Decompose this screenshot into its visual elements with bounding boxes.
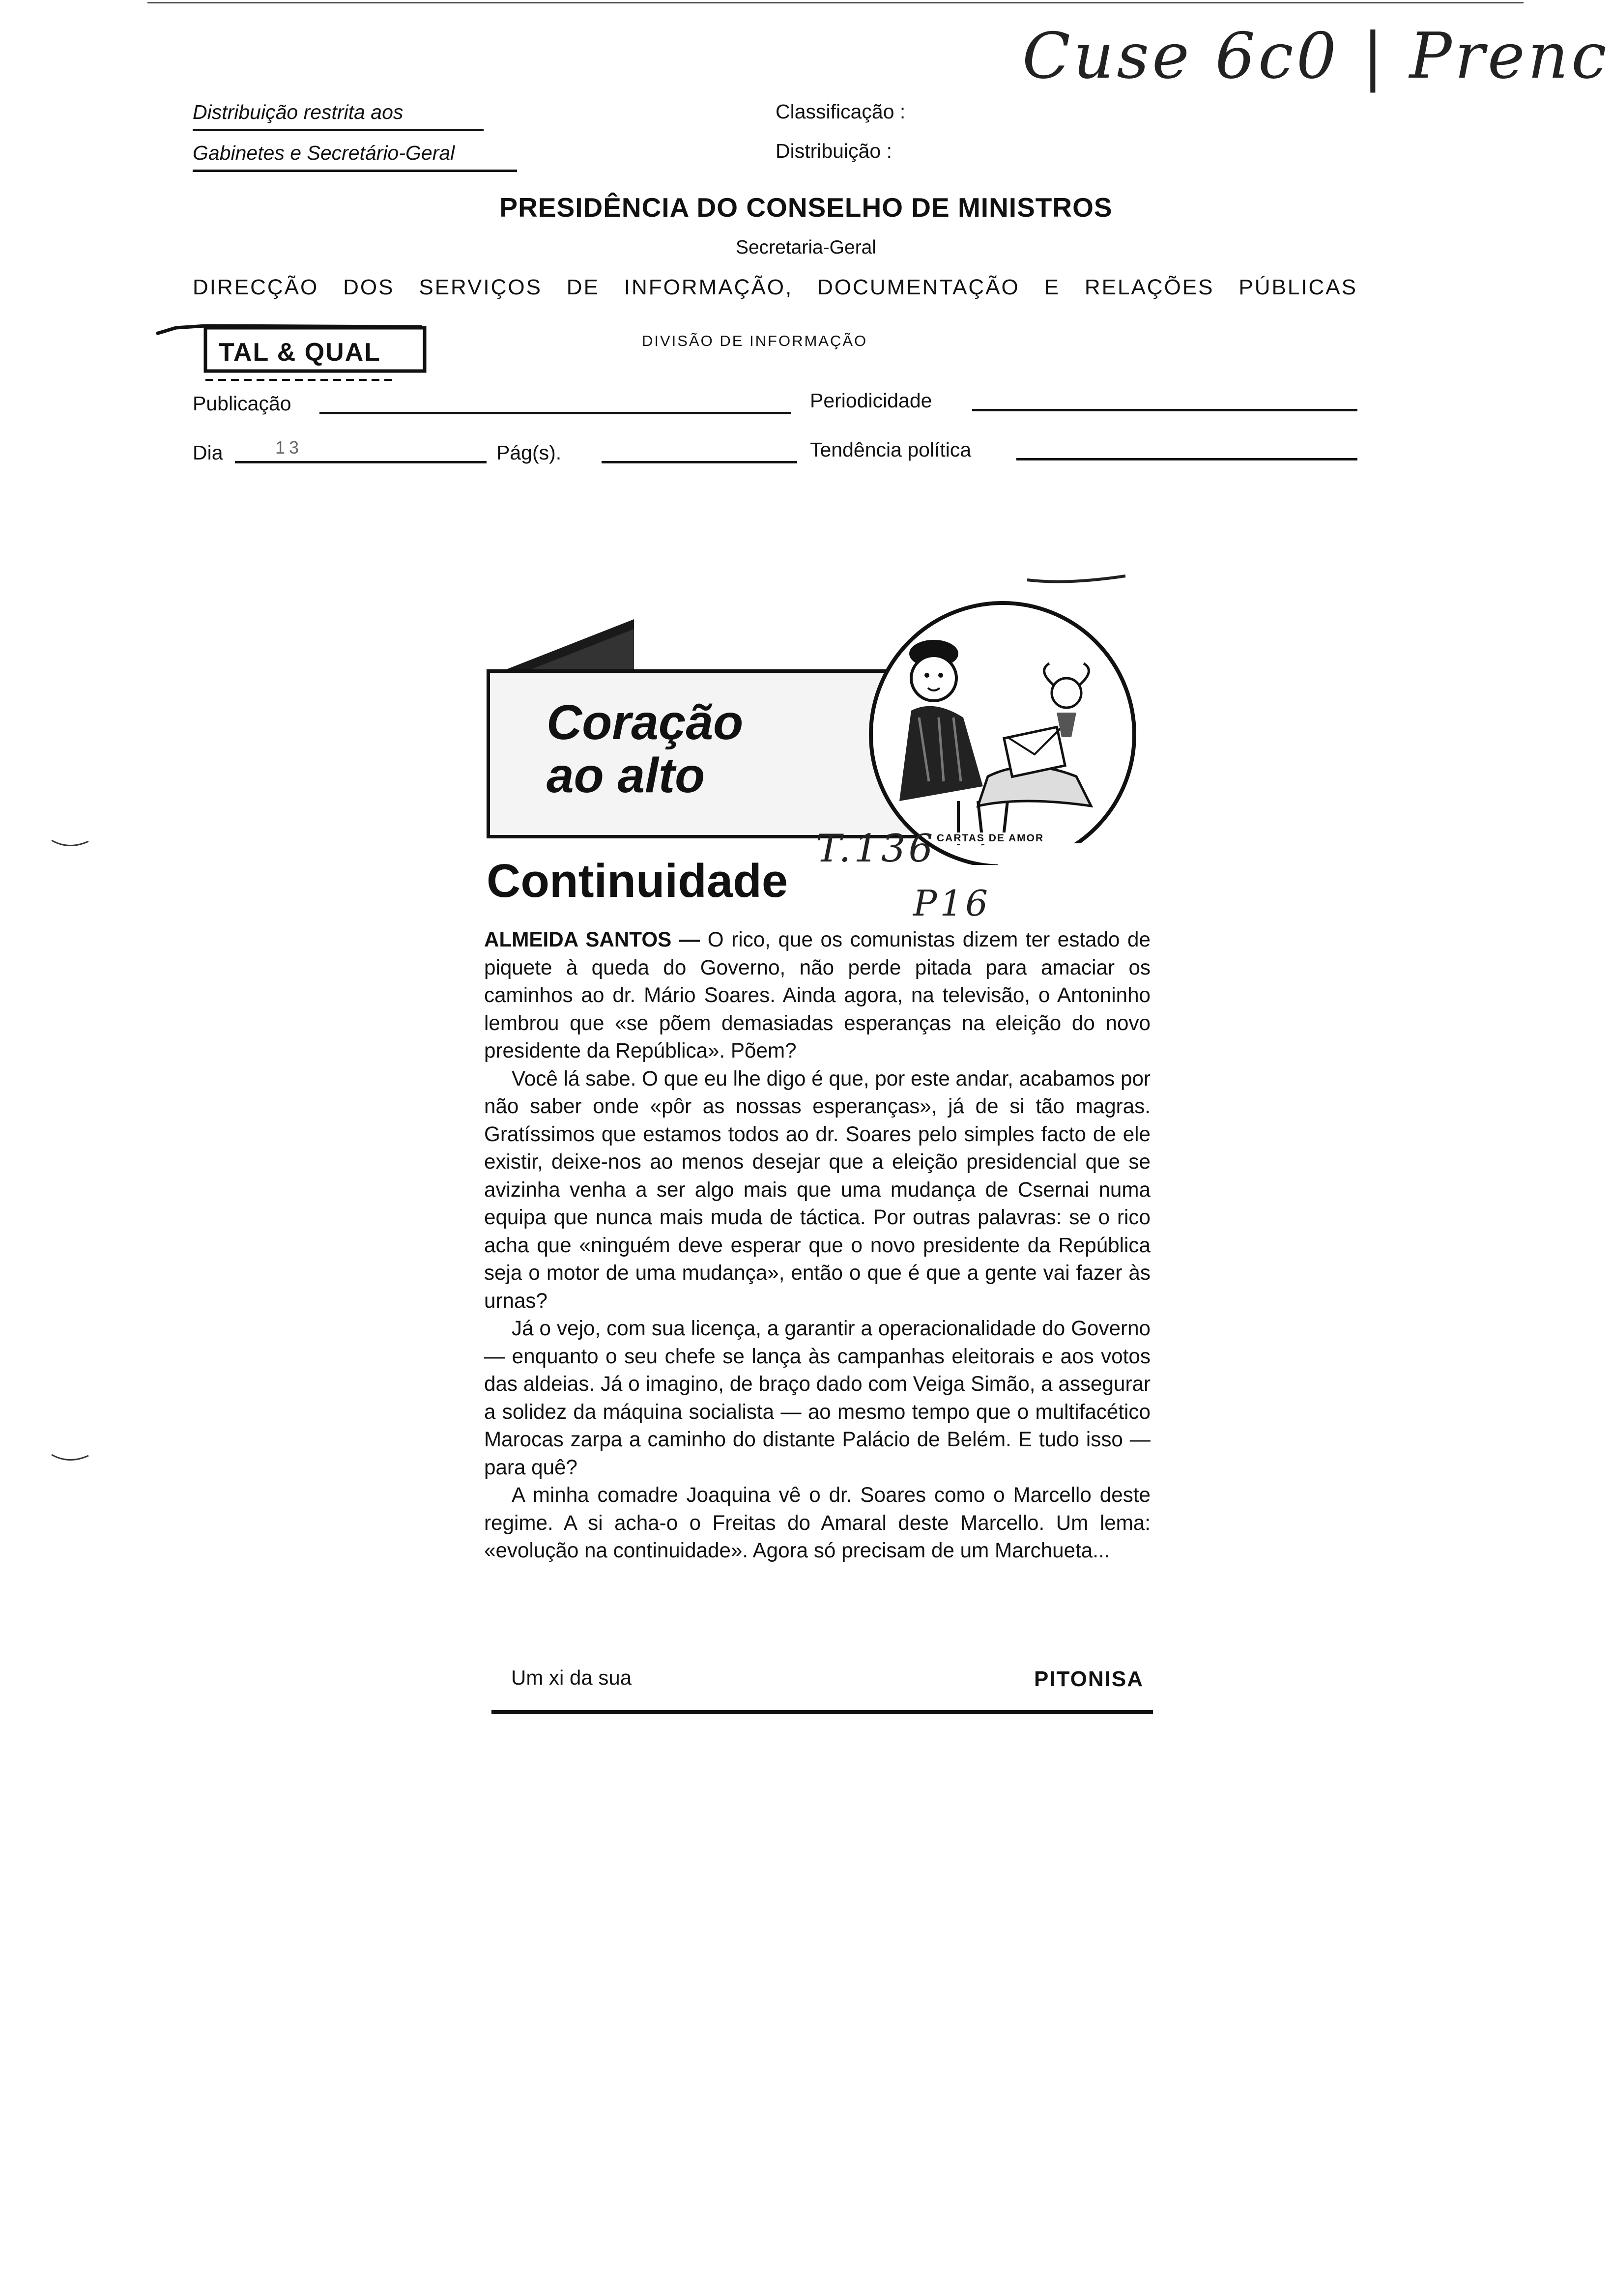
- article-body: [484, 926, 1151, 1565]
- periodicity-line: [972, 409, 1357, 411]
- tendency-line: [1016, 458, 1357, 460]
- illustration-caption: CARTAS DE AMOR: [934, 832, 1047, 844]
- stamp-text: TAL & QUAL: [219, 338, 381, 367]
- article-paragraph: Você lá sabe. O que eu lhe digo é que, por este andar, acabamos por não saber onde «pôr as nossas esperanças», já de si tão magras. Gratíssimos que estamos todos ao dr. Soares pelo simples facto de ele existir, deixe-nos ao menos desejar que a eleição presidencial que se avizinha venha a ser algo mais que uma mudança de Csernai numa equipa que nunca mais muda de táctica. Por outras palavras: se o rico acha que «ninguém deve esperar que o novo presidente da República seja o motor de uma mudança», então o que é que a gente vai fazer às urnas?: [484, 1066, 1151, 1312]
- article-paragraph: [484, 926, 1151, 1065]
- illustration-love-letters-icon: [860, 570, 1150, 865]
- article-heading: Continuidade: [487, 855, 788, 907]
- distribution-label: Distribuição :: [776, 140, 892, 162]
- scan-mark: [49, 1450, 93, 1469]
- presidency-title: PRESIDÊNCIA DO CONSELHO DE MINISTROS: [499, 192, 1113, 223]
- secretariat-title: Secretaria-Geral: [735, 237, 877, 258]
- clipping-bottom-rule: [491, 1710, 1153, 1714]
- article-paragraph: A minha comadre Joaquina vê o dr. Soares como o Marcello deste regime. A si acha-o o Freitas do Amaral deste Marcello. Um lema: «evolução na continuidade». Agora só precisam de um Marchueta...: [484, 1483, 1151, 1562]
- underline: [193, 170, 517, 172]
- scan-mark: [49, 835, 93, 855]
- underline: [193, 129, 484, 131]
- article-closing: Um xi da sua: [511, 1666, 632, 1689]
- distribution-restricted-line2: Gabinetes e Secretário-Geral: [193, 142, 455, 164]
- political-tendency-label: Tendência política: [810, 438, 972, 461]
- article-lead-name: ALMEIDA SANTOS —: [484, 928, 700, 951]
- day-line: [235, 461, 487, 463]
- article-paragraph: Já o vejo, com sua licença, a garantir a operacionalidade do Governo — enquanto o seu chefe se lança às campanhas eleitorais e aos votos das aldeias. Já o imagino, de braço dado com Veiga Simão, a assegurar a solidez da máquina socialista — ao mesmo tempo que o multifacético Marocas zarpa a caminho do distante Palácio de Belém. E tudo isso — para quê?: [484, 1317, 1151, 1479]
- handwritten-reference: T.136: [816, 827, 936, 871]
- day-value: 13: [275, 437, 303, 458]
- banner-title-line2: ao alto: [547, 748, 705, 803]
- banner-corner-shading: [491, 609, 639, 678]
- handwritten-page-reference: P16: [913, 883, 991, 924]
- article-paragraph-text: O rico, que os comunistas dizem ter estado de piquete à queda do Governo, não perde pitada para amaciar os caminhos ao dr. Mário Soares. Ainda agora, na televisão, o Antoninho lembrou que «se põem demasiadas esperanças na eleição do novo presidente da República». Põem?: [484, 928, 1151, 1062]
- day-label: Dia: [193, 441, 223, 464]
- scan-edge-line: [147, 2, 1524, 3]
- banner-title-line1: Coração: [547, 695, 744, 750]
- publication-line: [319, 412, 791, 414]
- directorate-title: DIRECÇÃO DOS SERVIÇOS DE INFORMAÇÃO, DOCUMENTAÇÃO E RELAÇÕES PÚBLICAS: [193, 275, 1357, 299]
- periodicity-label: Periodicidade: [810, 389, 932, 412]
- classification-label: Classificação :: [776, 100, 906, 123]
- handwritten-annotation: Cuse 6c0 | Prenc: [1022, 20, 1610, 93]
- distribution-restricted-line1: Distribuição restrita aos: [193, 101, 403, 123]
- article-signature: PITONISA: [1034, 1667, 1144, 1691]
- pages-label: Pág(s).: [496, 441, 562, 464]
- publication-label: Publicação: [193, 392, 291, 415]
- pages-line: [602, 461, 797, 463]
- division-title: DIVISÃO DE INFORMAÇÃO: [642, 332, 868, 349]
